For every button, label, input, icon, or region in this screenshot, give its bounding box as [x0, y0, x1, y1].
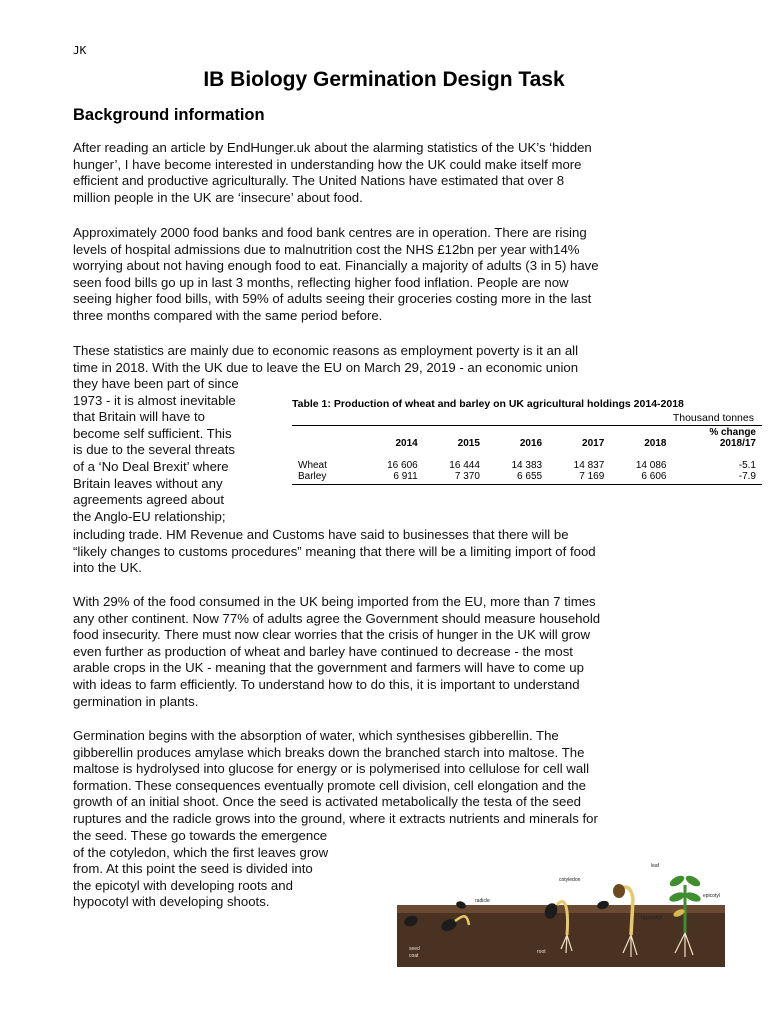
- text-line: These statistics are mainly due to economic reasons as employment poverty is it an all: [73, 343, 579, 358]
- text-line: agreements agreed about: [73, 492, 225, 508]
- table-units: Thousand tonnes: [672, 412, 754, 424]
- label-hypocotyl: hypocotyl: [641, 915, 663, 921]
- text-line: worrying about not having enough food to eat. Financially a majority of adults (3 in 5) have: [73, 258, 599, 274]
- table-cell-change: -7.9: [672, 471, 762, 485]
- header-cell: 2016: [519, 438, 543, 449]
- germination-diagram: [397, 855, 725, 967]
- paragraph-3-wrapped: [73, 376, 273, 525]
- label-epicotyl: epicotyl: [703, 893, 720, 899]
- table-cell: 6 606: [610, 471, 672, 485]
- label-radicle: radicle: [475, 898, 490, 904]
- paragraph-3-top: [73, 343, 703, 376]
- paragraph-2: [73, 225, 703, 325]
- text-line: 1973 - it is almost inevitable: [73, 392, 236, 408]
- header-cell: 2015: [457, 438, 480, 449]
- label-cotyledon: cotyledon: [559, 877, 581, 883]
- text-line: growth of an initial shoot. Once the seed is activated metabolically the testa of the seed: [73, 794, 582, 810]
- text-line: efficient and productive agriculturally. The United Nations have estimated that over 8: [73, 173, 565, 189]
- text-line: the Anglo-EU relationship;: [73, 508, 226, 524]
- text-line: gibberellin produces amylase which breaks down the branched starch into maltose. The: [73, 744, 585, 760]
- paragraph-4: [73, 594, 703, 710]
- text-line: any other continent. Now 77% of adults agree the Government should measure household: [73, 610, 601, 626]
- table-cell: 7 370: [424, 471, 486, 485]
- paragraph-3-bottom: [73, 527, 703, 577]
- text-line: of the cotyledon, which the first leaves grow: [73, 844, 329, 860]
- table-row: [292, 460, 762, 471]
- table-grid: [292, 426, 762, 485]
- text-line: food insecurity. There must now clear worries that the crisis of hunger in the UK will grow: [73, 627, 590, 643]
- page-title: IB Biology Germination Design Task: [203, 68, 565, 91]
- header-cell: 2017: [582, 438, 605, 449]
- paragraph-5-wrapped: [73, 828, 373, 911]
- text-line: formation. These consequences eventually promote cell division, cell elongation and the: [73, 777, 586, 793]
- label-leaf: leaf: [651, 863, 660, 869]
- text-line: into the UK.: [73, 560, 142, 576]
- text-line: they have been part of since: [73, 376, 239, 391]
- header-cell: 2018: [644, 438, 667, 449]
- text-line: from. At this point the seed is divided into: [73, 861, 313, 877]
- text-line: hypocotyl with developing shoots.: [73, 894, 270, 910]
- text-line: become self sufficient. This: [73, 425, 232, 441]
- paragraph-5: [73, 728, 703, 828]
- table-row: [292, 471, 762, 485]
- text-line: After reading an article by EndHunger.uk about the alarming statistics of the UK’s ‘hidden: [73, 140, 592, 155]
- header-cell: 2014: [395, 438, 418, 449]
- text-line: seeing higher food bills, with 59% of adults seeing their groceries costing more in the last: [73, 291, 592, 307]
- text-line: Approximately 2000 food banks and food bank centres are in operation. There are rising: [73, 225, 587, 240]
- text-line: even further as production of wheat and barley have continued to decrease - the most: [73, 643, 573, 659]
- table-cell: 14 837: [573, 460, 605, 471]
- label-seed-coat-2: coat: [409, 953, 419, 959]
- author-initials: JK: [73, 44, 87, 57]
- label-root: root: [537, 949, 546, 955]
- paragraph-1: [73, 140, 703, 206]
- table-title: Table 1: Production of wheat and barley on UK agricultural holdings 2014-2018: [292, 398, 684, 410]
- header-cell: [292, 426, 362, 455]
- table-cell-change: -5.1: [738, 460, 756, 471]
- text-line: million people in the UK are ‘insecure’ about food.: [73, 189, 363, 205]
- table-header-row: [292, 426, 762, 455]
- table-cell: 6 655: [486, 471, 548, 485]
- text-line: three months compared with the same period before.: [73, 307, 383, 323]
- production-table: [292, 398, 762, 485]
- table-cell: 6 911: [362, 471, 424, 485]
- text-line: maltose is hydrolysed into glucose for energy or is polymerised into cellulose for cell wall: [73, 761, 590, 777]
- text-line: levels of hospital admissions due to malnutrition cost the NHS £12bn per year with14%: [73, 241, 580, 257]
- text-line: the seed. These go towards the emergence: [73, 828, 328, 843]
- table-cell: 16 444: [449, 460, 480, 471]
- text-line: Britain leaves without any: [73, 475, 223, 491]
- text-line: of a ‘No Deal Brexit’ where: [73, 458, 229, 474]
- text-line: that Britain will have to: [73, 409, 205, 425]
- table-cell: 7 169: [548, 471, 610, 485]
- text-line: With 29% of the food consumed in the UK being imported from the EU, more than 7 times: [73, 594, 596, 609]
- text-line: is due to the several threats: [73, 442, 236, 458]
- text-line: hunger’, I have become interested in understanding how the UK could make itself more: [73, 156, 582, 172]
- section-heading: Background information: [73, 106, 265, 124]
- text-line: germination in plants.: [73, 693, 199, 709]
- row-label: Barley: [292, 471, 362, 485]
- table-cell: 16 606: [387, 460, 418, 471]
- header-cell-change: [672, 426, 762, 455]
- text-line: ruptures and the radicle grows into the ground, where it extracts nutrients and minerals for: [73, 810, 598, 826]
- text-line: the epicotyl with developing roots and: [73, 877, 293, 893]
- text-line: arable crops in the UK - meaning that the government and farmers will have to come up: [73, 660, 584, 676]
- row-label: Wheat: [298, 460, 327, 471]
- table-cell: 14 383: [511, 460, 543, 471]
- text-line: seen food bills go up in last 3 months, reflecting higher food inflation. People are now: [73, 274, 569, 290]
- text-line: including trade. HM Revenue and Customs have said to businesses that there will be: [73, 527, 569, 542]
- text-line: “likely changes to customs procedures” meaning that there will be a limiting import of food: [73, 543, 596, 559]
- text-line: with ideas to farm efficiently. To understand how to do this, it is important to understand: [73, 676, 580, 692]
- change-label-line: 2018/17: [719, 438, 756, 449]
- text-line: time in 2018. With the UK due to leave the EU on March 29, 2019 - an economic union: [73, 359, 579, 375]
- text-line: Germination begins with the absorption of water, which synthesises gibberellin. The: [73, 728, 559, 743]
- change-label-line: % change: [709, 427, 756, 438]
- label-seed-coat-1: seed: [409, 946, 420, 952]
- table-cell: 14 086: [635, 460, 667, 471]
